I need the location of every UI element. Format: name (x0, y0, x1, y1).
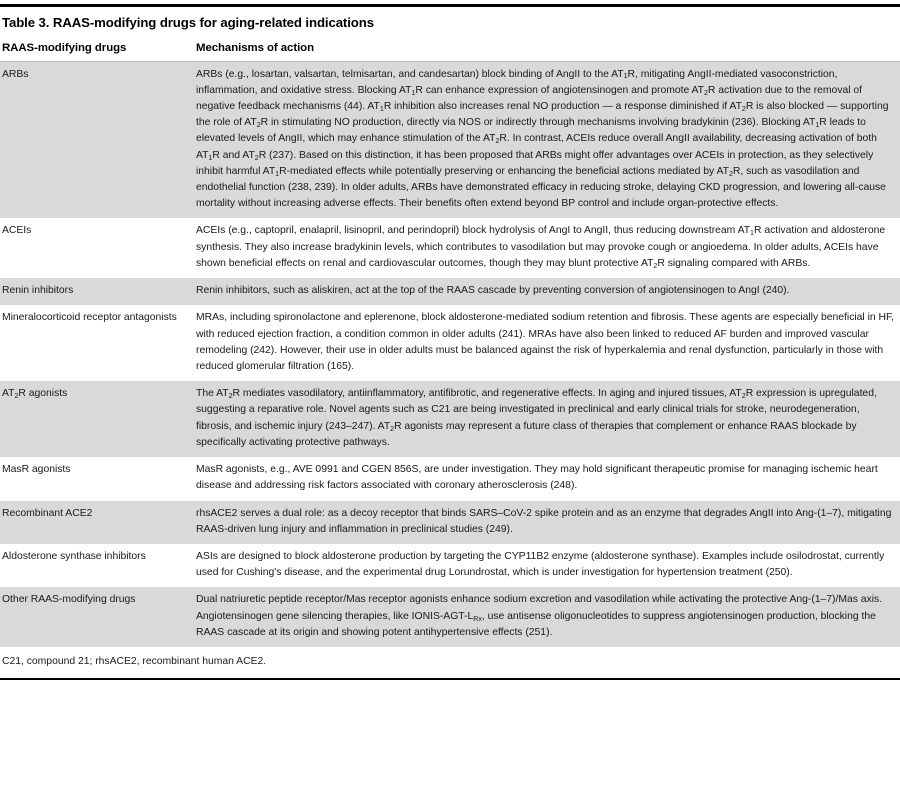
cell-drug-name: Other RAAS-modifying drugs (0, 587, 196, 647)
table-row (0, 381, 900, 457)
table-row (0, 278, 900, 305)
table-row (0, 501, 900, 544)
cell-drug-name: ACEIs (0, 218, 196, 278)
cell-mechanism: ACEIs (e.g., captopril, enalapril, lisinopril, and perindopril) block hydrolysis of AngI to AngII, thus reducing downstream $AT_1R$ activation and aldosterone synthesis. They also increase bradykinin levels, which contributes to vasodilation but may provoke cough or angioedema. In older adults, ACEIs have shown beneficial effects on renal and cardiovascular outcomes, though they may blunt protective $AT_2R$ signaling compared with ARBs. (196, 218, 900, 278)
cell-mechanism: The $AT_2R$ mediates vasodilatory, antiinflammatory, antifibrotic, and regenerative effects. In aging and injured tissues, $AT_2R$ expression is upregulated, suggesting a reparative role. Novel agents such as C21 are being investigated in preclinical and early clinical trials for stroke, neurodegeneration, fibrosis, and ischemic injury (243–247). $AT_2R$ agonists may represent a future class of therapies that complement or enhance RAAS blockade by specifically activating protective pathways. (196, 381, 900, 457)
cell-drug-name: Recombinant ACE2 (0, 501, 196, 544)
cell-mechanism: MRAs, including spironolactone and eplerenone, block aldosterone-mediated sodium retention and fibrosis. These agents are especially beneficial in HF, with reduced ejection fraction, a condition common in older adults (241). MRAs have also been linked to reduced AF burden and improved vascular remodeling (242). However, their use in older adults must be balanced against the risk of hyperkalemia and renal dysfunction, particularly in those with reduced glomerular filtration (165). (196, 305, 900, 381)
cell-drug-name: ARBs (0, 61, 196, 218)
table-footnote: C21, compound 21; rhsACE2, recombinant human ACE2. (2, 656, 267, 668)
cell-drug-name: $AT_2R$ agonists (0, 381, 196, 457)
column-header-drug: RAAS-modifying drugs (0, 42, 196, 62)
table-row (0, 544, 900, 587)
table-bottom-border (0, 678, 900, 680)
cell-drug-name: Aldosterone synthase inhibitors (0, 544, 196, 587)
table-row (0, 587, 900, 647)
table-body (0, 61, 900, 647)
table-figure (0, 4, 900, 803)
raas-drugs-table (0, 42, 900, 648)
table-title: Table 3. RAAS-modifying drugs for aging-related indications (2, 15, 374, 30)
cell-mechanism: Dual natriuretic peptide receptor/Mas receptor agonists enhance sodium excretion and vasodilation while activating the protective Ang-(1–7)/Mas axis. Angiotensinogen gene silencing therapies, like IONIS-$AGT-L_{Rx}$, use antisense oligonucleotides to suppress angiotensinogen production, blocking the RAAS cascade at its origin and showing potent antihypertensive effects (251). (196, 587, 900, 647)
cell-mechanism: rhsACE2 serves a dual role: as a decoy receptor that binds SARS–CoV-2 spike protein and as an enzyme that degrades AngII into Ang-(1–7), mitigating RAAS-driven lung injury and inflammation in preclinical studies (249). (196, 501, 900, 544)
cell-mechanism: ASIs are designed to block aldosterone production by targeting the CYP11B2 enzyme (aldosterone synthase). Examples include osilodrostat, currently used for Cushing's disease, and the experimental drug Lorundrostat, which is under investigation for hypertension treatment (250). (196, 544, 900, 587)
cell-drug-name: Mineralocorticoid receptor antagonists (0, 305, 196, 381)
column-header-mechanism: Mechanisms of action (196, 42, 900, 62)
cell-drug-name: MasR agonists (0, 457, 196, 500)
table-row (0, 457, 900, 500)
table-row (0, 305, 900, 381)
table-header-row (0, 42, 900, 62)
table-head (0, 42, 900, 62)
table-row (0, 218, 900, 278)
cell-drug-name: Renin inhibitors (0, 278, 196, 305)
cell-mechanism: ARBs (e.g., losartan, valsartan, telmisartan, and candesartan) block binding of AngII to the $AT_1R$, mitigating AngII-mediated vasoconstriction, inflammation, and oxidative stress. Blocking $AT_1R$ can enhance expression of angiotensinogen and promote $AT_2R$ activation due to the removal of negative feedback mechanisms (44). $AT_1R$ inhibition also increases renal NO production — a response diminished if $AT_2R$ is also blocked — supporting the role of $AT_2R$ in stimulating NO production, directly via NOS or indirectly through mechanisms involving bradykinin (236). Blocking $AT_1R$ leads to elevated levels of AngII, which may enhance stimulation of the $AT_2R$. In contrast, ACEIs reduce overall AngII availability, decreasing activation of both $AT_1R$ and $AT_2R$ (237). Based on this distinction, it has been proposed that ARBs might offer advantages over ACEIs in protection, as they selectively inhibit harmful $AT_1R$-mediated effects while potentially preserving or enhancing the beneficial actions mediated by $AT_2R$, such as vasodilation and endothelial function (238, 239). In older adults, ARBs have demonstrated efficacy in reducing stroke, delaying CKD progression, and lowering all-cause mortality without increasing adverse effects. Their benefits often extend beyond BP control and include organ-protective effects. (196, 61, 900, 218)
table-row (0, 61, 900, 218)
cell-mechanism: Renin inhibitors, such as aliskiren, act at the top of the RAAS cascade by preventing conversion of angiotensinogen to AngI (240). (196, 278, 900, 305)
cell-mechanism: MasR agonists, e.g., AVE 0991 and CGEN 856S, are under investigation. They may hold significant therapeutic promise for managing ischemic heart disease and addressing risk factors associated with coronary atherosclerosis (248). (196, 457, 900, 500)
